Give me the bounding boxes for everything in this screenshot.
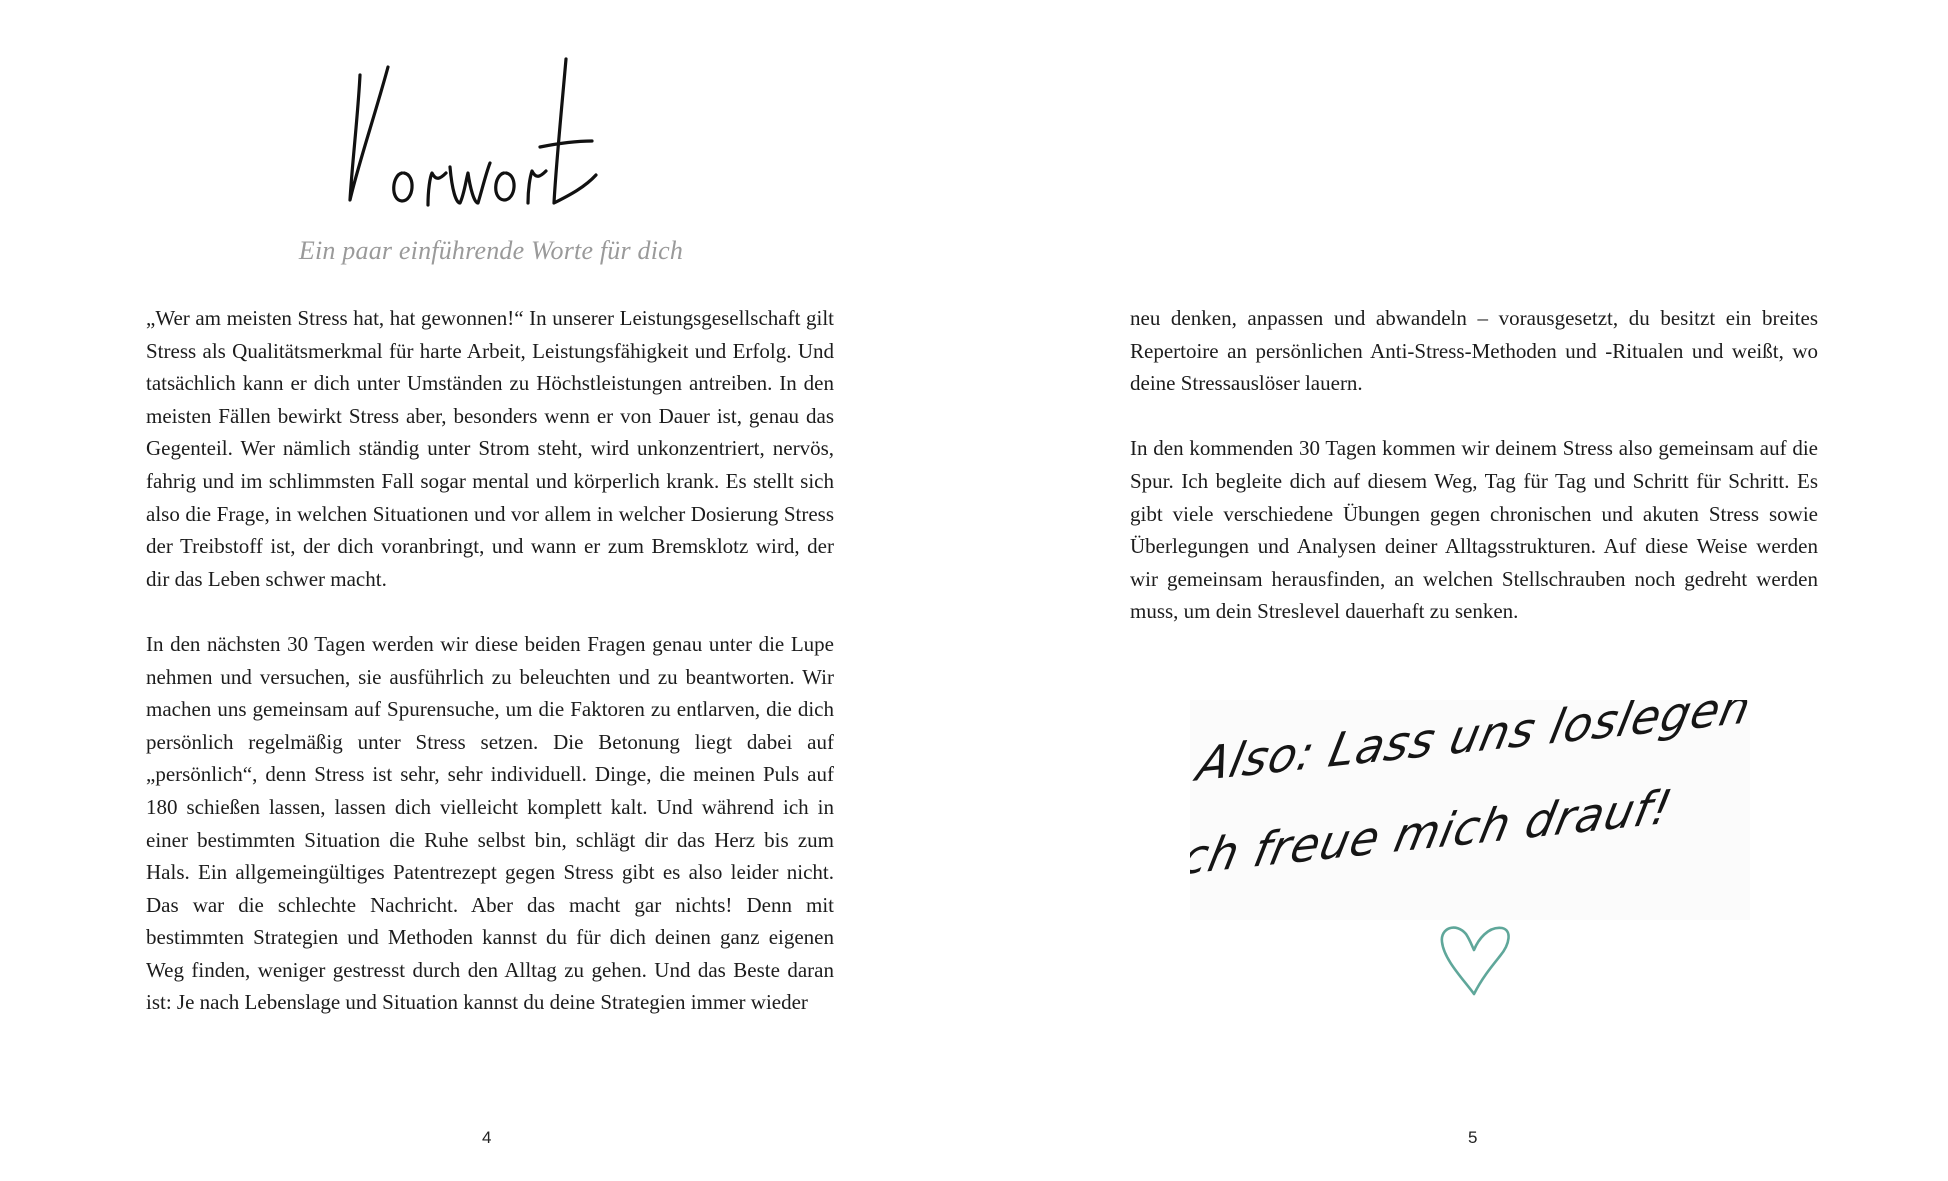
right-page [974, 0, 1948, 1181]
heart-icon [1436, 920, 1514, 1000]
handwritten-note [1190, 700, 1750, 920]
paragraph: neu denken, anpassen und abwandeln – vorausgesetzt, du besitzt ein breites Repertoire an persönlichen Anti-Stress-Methoden und -Ritualen und weißt, wo deine Stressauslöser lauern. [1130, 306, 1818, 396]
page-title [340, 55, 640, 225]
paragraph: In den kommenden 30 Tagen kommen wir deinem Stress also gemeinsam auf die Spur. Ich begleite dich auf diesem Weg, Tag für Tag und Schritt für Schritt. Es gibt viele verschiedene Übungen gegen chronischen und akuten Stress sowie Überlegungen und Analysen deiner Alltagsstrukturen. Auf diese Weise werden wir gemeinsam herausfinden, an welchen Stellschrauben noch gedreht werden muss, um dein Streslevel dauerhaft zu senken. [1130, 436, 1818, 624]
page-number: 5 [1468, 1128, 1478, 1147]
paragraph: „Wer am meisten Stress hat, hat gewonnen!“ In unserer Leistungsgesellschaft gilt Stress als Qualitätsmerkmal für harte Arbeit, Leistungsfähigkeit und Erfolg. Und tatsächlich kann er dich unter Umständen zu Höchstleistungen antreiben. In den meisten Fällen bewirkt Stress aber, besonders wenn er von Dauer ist, genau das Gegenteil. Wer nämlich ständig unter Strom steht, wird unkonzentriert, nervös, fahrig und im schlimmsten Fall sogar mental und körperlich krank. Es stellt sich also die Frage, in welchen Situationen und vor allem in welcher Dosierung Stress der Treibstoff ist, der dich voranbringt, und wann er zum Bremsklotz wird, der dir das Leben schwer macht. [146, 306, 834, 591]
handwritten-title-vorwort [340, 55, 640, 225]
paragraph: In den nächsten 30 Tagen werden wir diese beiden Fragen genau unter die Lupe nehmen und versuchen, sie ausführlich zu beleuchten und zu beantworten. Wir machen uns gemeinsam auf Spurensuche, um die Faktoren zu entlarven, die dich persönlich regelmäßig unter Stress setzen. Die Betonung liegt dabei auf „persönlich“, denn Stress ist sehr, sehr individuell. Dinge, die meinen Puls auf 180 schießen lassen, lassen dich vielleicht komplett kalt. Und während ich in einer bestimmten Situation die Ruhe selbst bin, schlägt dir das Herz bis zum Hals. Ein allgemeingültiges Patentrezept gegen Stress gibt es also leider nicht. Das war die schlechte Nachricht. Aber das macht gar nichts! Denn mit bestimmten Strategien und Methoden kannst du für dich deinen ganz eigenen Weg finden, weniger gestresst durch den Alltag zu gehen. Und das Beste daran ist: Je nach Lebenslage und Situation kannst du deine Strategien immer wieder [146, 631, 834, 1015]
left-body-text [146, 302, 834, 1019]
handwritten-line-2: Ich freue mich drauf! [1190, 779, 1678, 888]
right-body-text [1130, 302, 1818, 628]
page-number: 4 [482, 1128, 492, 1147]
handwritten-line-1: Also: Lass uns loslegen! [1192, 700, 1750, 793]
subtitle: Ein paar einführende Worte für dich [298, 236, 684, 265]
